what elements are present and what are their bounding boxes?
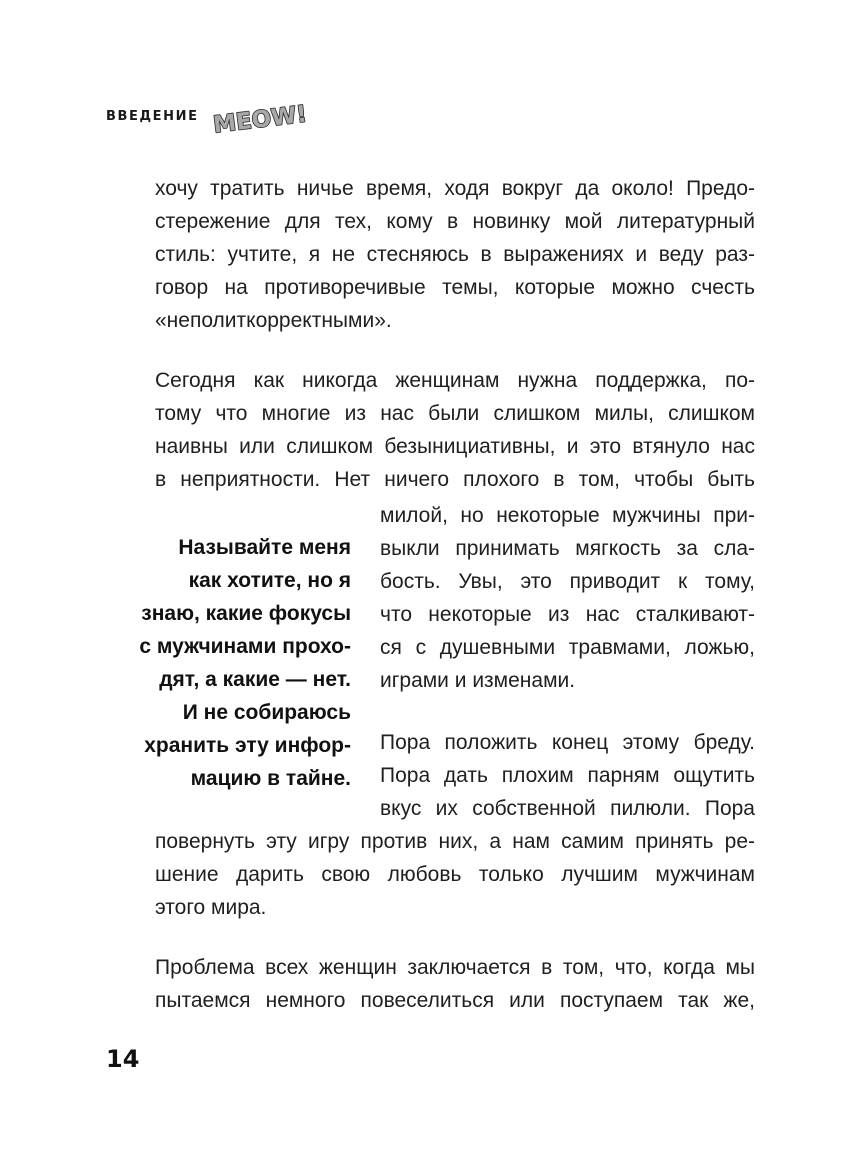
text-line: этого мира. [155, 896, 267, 919]
text-line: что некоторые из нас сталкивают- [380, 603, 755, 626]
page-number: 14 [106, 1045, 140, 1073]
pull-quote-line: Называйте меня [178, 536, 351, 559]
meow-logo [210, 98, 310, 140]
pull-quote-line: знаю, какие фокусы [141, 602, 351, 625]
text-line: повернуть эту игру против них, а нам самим принять ре- [155, 830, 755, 853]
text-line: вкус их собственной пилюли. Пора [380, 797, 755, 820]
pull-quote-line: дят, а какие — нет. [159, 668, 351, 691]
section-title: ВВЕДЕНИЕ [106, 109, 199, 124]
text-line: Проблема всех женщин заключается в том, что, когда мы [155, 956, 755, 979]
pull-quote-line: И не собираюсь [182, 701, 351, 724]
text-line: играми и изменами. [380, 669, 576, 692]
text-line: хочу тратить ничье время, ходя вокруг да около! Предо- [155, 177, 755, 200]
text-line: стережение для тех, кому в новинку мой литературный [155, 210, 755, 233]
text-line: тому что многие из нас были слишком милы, слишком [155, 402, 755, 425]
text-line: Сегодня как никогда женщинам нужна поддержка, по- [155, 369, 755, 392]
text-line: выкли принимать мягкость за сла- [380, 537, 755, 560]
text-line: ся с душевными травмами, ложью, [380, 636, 755, 659]
text-line: «неполиткорректными». [155, 309, 392, 332]
pull-quote-line: хранить эту инфор- [144, 734, 351, 757]
text-line: бость. Увы, это приводит к тому, [380, 570, 755, 593]
text-line: говор на противоречивые темы, которые можно счесть [155, 276, 755, 299]
text-line: стиль: учтите, я не стесняюсь в выражениях и веду раз- [155, 243, 755, 266]
text-line: наивны или слишком безынициативны, и это втянуло нас [155, 435, 755, 458]
text-line: шение дарить свою любовь только лучшим мужчинам [155, 863, 755, 886]
text-line: в неприятности. Нет ничего плохого в том, чтобы быть [155, 468, 755, 491]
text-line: милой, но некоторые мужчины при- [380, 504, 755, 527]
text-line: пытаемся немного повеселиться или поступаем так же, [155, 989, 755, 1012]
text-line: Пора дать плохим парням ощутить [380, 764, 755, 787]
text-line: Пора положить конец этому бреду. [380, 731, 755, 754]
pull-quote-line: с мужчинами прохо- [139, 635, 351, 658]
pull-quote-line: как хотите, но я [188, 569, 351, 592]
pull-quote-line: мацию в тайне. [190, 767, 351, 790]
meow-logo-text: MEOW! [211, 101, 309, 139]
